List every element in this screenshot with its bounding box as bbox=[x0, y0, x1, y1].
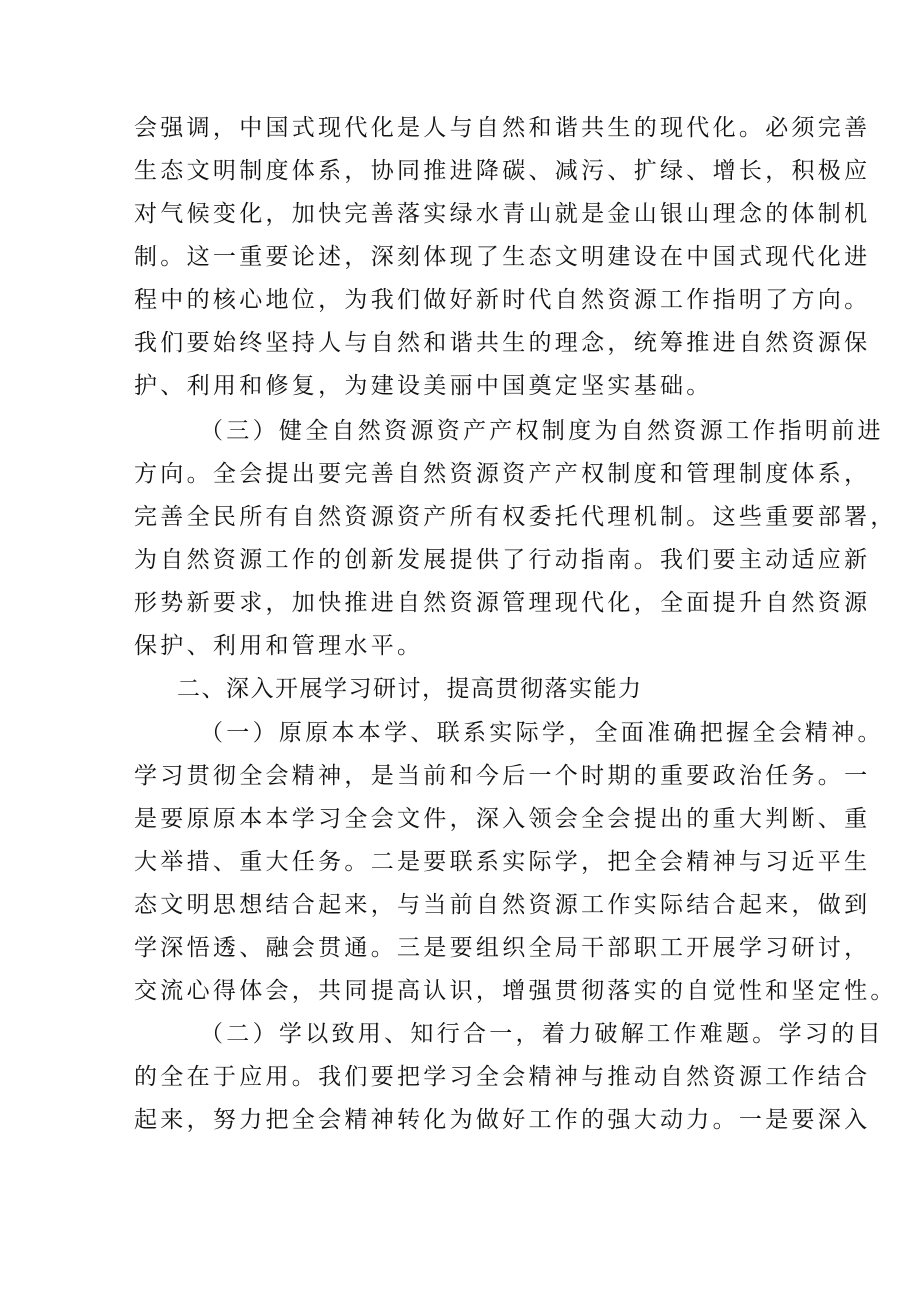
body-text-line: 会强调，中国式现代化是人与自然和谐共生的现代化。必须完善 bbox=[134, 115, 871, 141]
body-text-line: 为自然资源工作的创新发展提供了行动指南。我们要主动适应新 bbox=[134, 547, 871, 573]
body-text-line: 方向。全会提出要完善自然资源资产产权制度和管理制度体系， bbox=[134, 461, 871, 487]
body-text-line: 对气候变化，加快完善落实绿水青山就是金山银山理念的体制机 bbox=[134, 201, 871, 227]
body-text-line: 起来，努力把全会精神转化为做好工作的强大动力。一是要深入 bbox=[134, 1107, 871, 1133]
body-text-line: 是要原原本本学习全会文件，深入领会全会提出的重大判断、重 bbox=[134, 806, 871, 832]
body-text-line: 的全在于应用。我们要把学习全会精神与推动自然资源工作结合 bbox=[134, 1064, 871, 1090]
body-text-line: 学习贯彻全会精神，是当前和今后一个时期的重要政治任务。一 bbox=[134, 763, 871, 789]
body-text-line: 形势新要求，加快推进自然资源管理现代化，全面提升自然资源 bbox=[134, 590, 871, 616]
body-text-line: 程中的核心地位，为我们做好新时代自然资源工作指明了方向。 bbox=[134, 287, 871, 313]
subsection-heading-1: （一）原原本本学、联系实际学，全面准确把握全会精神。 bbox=[200, 720, 884, 746]
subsection-heading-3: （三）健全自然资源资产产权制度为自然资源工作指明前进 bbox=[200, 418, 884, 444]
body-text-line: 完善全民所有自然资源资产所有权委托代理机制。这些重要部署， bbox=[134, 504, 897, 530]
body-text-line: 态文明思想结合起来，与当前自然资源工作实际结合起来，做到 bbox=[134, 892, 871, 918]
body-text-line: 大举措、重大任务。二是要联系实际学，把全会精神与习近平生 bbox=[134, 849, 871, 875]
body-text-line: 我们要始终坚持人与自然和谐共生的理念，统筹推进自然资源保 bbox=[134, 330, 871, 356]
body-text-line: 交流心得体会，共同提高认识，增强贯彻落实的自觉性和坚定性。 bbox=[134, 978, 897, 1004]
section-heading-2: 二、深入开展学习研讨，提高贯彻落实能力 bbox=[177, 676, 643, 702]
subsection-heading-2: （二）学以致用、知行合一，着力破解工作难题。学习的目 bbox=[200, 1021, 884, 1047]
body-text-line: 制。这一重要论述，深刻体现了生态文明建设在中国式现代化进 bbox=[134, 244, 871, 270]
body-text-line: 保护、利用和管理水平。 bbox=[134, 633, 424, 659]
body-text-line: 学深悟透、融会贯通。三是要组织全局干部职工开展学习研讨， bbox=[134, 935, 871, 961]
body-text-line: 护、利用和修复，为建设美丽中国奠定坚实基础。 bbox=[134, 373, 713, 399]
body-text-line: 生态文明制度体系，协同推进降碳、减污、扩绿、增长，积极应 bbox=[134, 158, 871, 184]
